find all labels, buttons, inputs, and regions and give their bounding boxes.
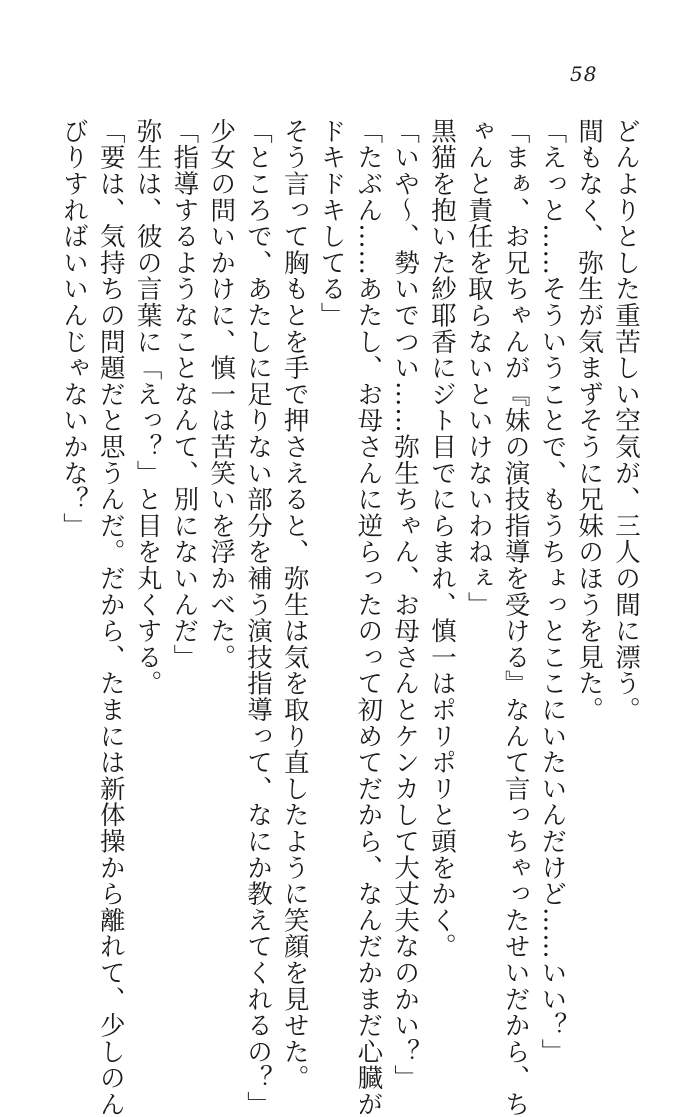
text-line: 「いや〜、勢いでつい……弥生ちゃん、お母さんとケンカして大丈夫なのかい？」	[390, 118, 421, 1092]
text-line: 黒猫を抱いた紗耶香にジト目でにらまれ、慎一はポリポリと頭をかく。	[426, 118, 457, 960]
text-line: 「えっと……そういうことで、もうちょっとここにいたいんだけど……いい？」	[537, 118, 568, 1065]
text-line: そう言って胸もとを手で押さえると、弥生は気を取り直したように笑顔を見せた。	[279, 118, 310, 1092]
text-line: 少女の問いかけに、慎一は苦笑いを浮かべた。	[206, 118, 237, 671]
text-line: どんよりとした重苦しい空気が、三人の間に漂う。	[610, 118, 641, 723]
text-line: 「まぁ、お兄ちゃんが『妹の演技指導を受ける』なんて言っちゃったせいだから、ち	[500, 118, 531, 1117]
text-line: 間もなく、弥生が気まずそうに兄妹のほうを見た。	[574, 118, 605, 723]
text-line: びりすればいいんじゃないかな？」	[59, 118, 89, 539]
text-line: 「ところで、あたしに足りない部分を補う演技指導って、なにか教えてくれるの？」	[242, 118, 273, 1117]
text-line: 弥生は、彼の言葉に「えっ？」と目を丸くする。	[132, 118, 163, 697]
page-number: 58	[570, 62, 598, 86]
text-line: 「指導するようなことなんて、別にないんだ」	[169, 118, 200, 671]
text-body	[58, 118, 641, 1117]
text-line: 「たぶん……あたし、お母さんに逆らったのって初めてだから、なんだかまだ心臓が	[353, 118, 384, 1117]
text-line: ドキドキしてる」	[316, 118, 347, 329]
text-line: 「要は、気持ちの問題だと思うんだ。だから、たまには新体操から離れて、少しのん	[95, 118, 126, 1117]
text-line: ゃんと責任を取らないといけないわねぇ」	[463, 118, 494, 618]
